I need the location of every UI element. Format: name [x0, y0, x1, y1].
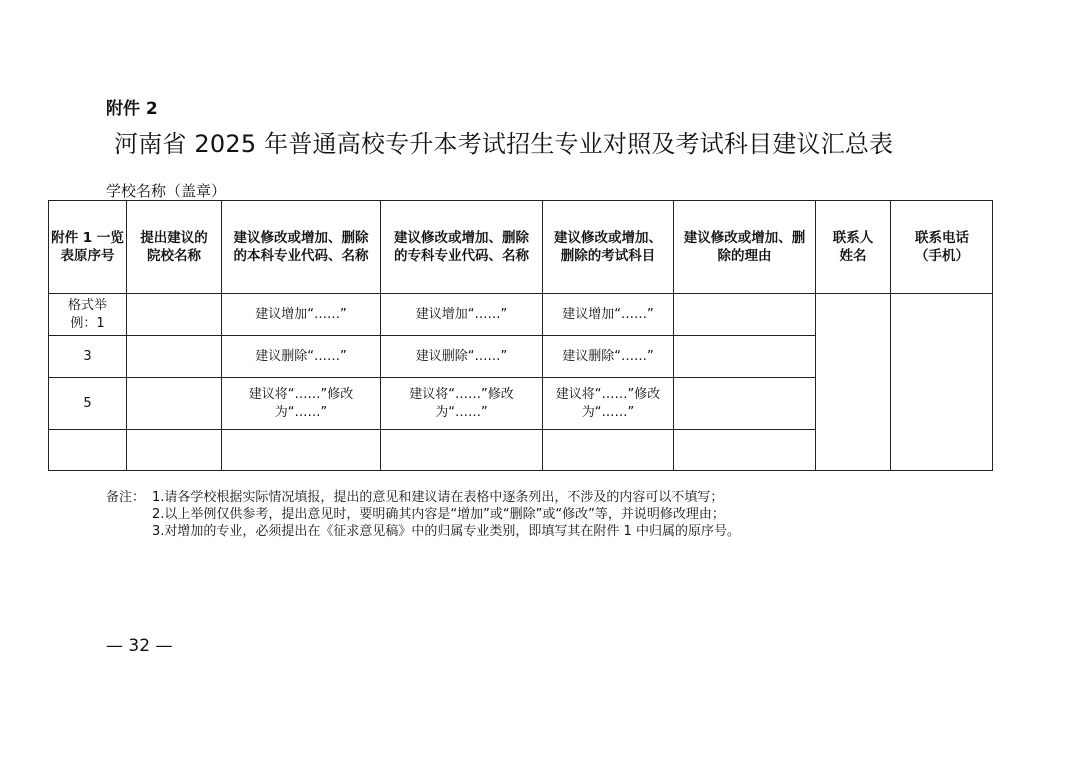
- contact-phone-cell: [891, 294, 993, 471]
- school-name-field: [106, 180, 490, 201]
- school-name-label: 学校名称（盖章）: [106, 182, 227, 200]
- table-cell: [674, 378, 815, 429]
- note-item: 2.以上举例仅供参考，提出意见时，要明确其内容是“增加”或“删除”或“修改”等，并说明修改理由；: [152, 507, 725, 522]
- table-cell: 建议删除“……”: [415, 348, 508, 364]
- table-cell: 建议增加“……”: [415, 306, 508, 322]
- table-cell: [127, 294, 221, 335]
- notes: [106, 489, 740, 540]
- table-cell: [674, 430, 815, 471]
- suggestion-table: [48, 200, 993, 471]
- table-cell: [127, 336, 221, 377]
- table-cell: [674, 294, 815, 335]
- column-header: 附件 1 一览 表原序号: [51, 230, 124, 264]
- table-cell: 格式举 例：1: [67, 297, 107, 331]
- school-name-blank: [228, 184, 490, 201]
- table-cell: 建议将“……”修改 为“……”: [555, 386, 661, 420]
- table-cell: [381, 430, 542, 471]
- table-cell: 建议将“……”修改 为“……”: [248, 386, 354, 420]
- table-cell: [49, 430, 126, 471]
- column-header: 建议修改或增加、 删除的考试科目: [554, 230, 662, 264]
- table-cell: 建议增加“……”: [255, 306, 347, 322]
- column-header: 联系人 姓名: [832, 230, 874, 264]
- table-cell: 3: [83, 348, 92, 364]
- table-cell: [127, 378, 221, 429]
- table-cell: 建议增加“……”: [562, 306, 654, 322]
- column-header: 建议修改或增加、删除 的专科专业代码、名称: [394, 230, 529, 264]
- table-cell: [222, 430, 380, 471]
- notes-label: 备注：: [106, 490, 146, 505]
- table-cell: 5: [83, 395, 92, 411]
- attachment-label: 附件 2: [106, 99, 158, 119]
- table-cell: [543, 430, 673, 471]
- table-cell: [127, 430, 221, 471]
- table-cell: 建议删除“……”: [562, 348, 654, 364]
- table-cell: [674, 336, 815, 377]
- column-header: 建议修改或增加、删 除的理由: [683, 230, 806, 264]
- contact-name-cell: [816, 294, 890, 471]
- column-header: 联系电话 （手机）: [915, 230, 969, 264]
- note-item: 3.对增加的专业，必须提出在《征求意见稿》中的归属专业类别，即填写其在附件 1 中归属的原序号。: [152, 524, 740, 539]
- note-item: 1.请各学校根据实际情况填报，提出的意见和建议请在表格中逐条列出，不涉及的内容可以不填写；: [152, 490, 724, 505]
- column-header: 提出建议的 院校名称: [140, 230, 208, 264]
- page-number: — 32 —: [106, 636, 173, 656]
- column-header: 建议修改或增加、删除 的本科专业代码、名称: [233, 230, 369, 264]
- table-cell: 建议删除“……”: [255, 348, 347, 364]
- document-title: 河南省 2025 年普通高校专升本考试招生专业对照及考试科目建议汇总表: [114, 130, 894, 158]
- table-cell: 建议将“……”修改 为“……”: [409, 386, 514, 420]
